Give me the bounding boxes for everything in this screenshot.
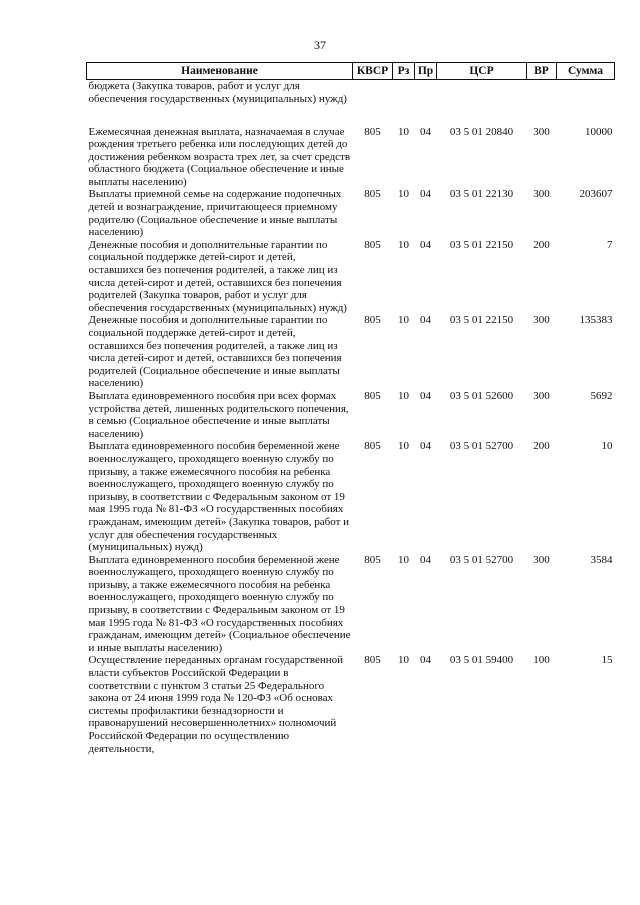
table-row (87, 390, 615, 440)
row-sum: 10000 (585, 125, 613, 138)
table-header-row (87, 63, 615, 80)
row-sum: 135383 (579, 314, 613, 327)
row-name: Выплата единовременного пособия при всех формах устройства детей, лишенных родительского попечения, в семью (Социальное обеспечение и иные выплаты населению) (88, 389, 349, 440)
row-sum: 5692 (590, 389, 613, 402)
row-name: Денежные пособия и дополнительные гарантии по социальной поддержке детей-сирот и детей, оставшихся без попечения родителей, а также лиц из числа детей-сирот и детей, оставшихся без попечения родителей (Закупка товаров, работ и услуг для обеспечения государственных (муниципальных) нужд) (88, 238, 347, 314)
row-pr: 04 (420, 188, 431, 201)
row-csr: 03 5 01 22130 (449, 188, 514, 201)
row-rz: 10 (398, 188, 409, 201)
row-rz: 10 (398, 238, 409, 251)
row-csr: 03 5 01 52700 (449, 440, 514, 453)
row-pr: 04 (420, 440, 431, 453)
table-row (87, 654, 615, 755)
header-pr: Пр (415, 63, 437, 80)
row-rz: 10 (398, 440, 409, 453)
row-sum (557, 80, 615, 126)
header-name: Наименование (87, 63, 353, 80)
row-name: Денежные пособия и дополнительные гарантии по социальной поддержке детей-сирот и детей, оставшихся без попечения родителей, а также лиц из числа детей-сирот и детей, оставшихся без попечения родителей (Социальное обеспечение и иные выплаты населению) (88, 314, 342, 390)
row-kvsr: 805 (364, 238, 381, 251)
row-kvsr: 805 (364, 440, 381, 453)
row-vr: 300 (533, 125, 550, 138)
table-row (87, 126, 615, 189)
row-csr: 03 5 01 52700 (449, 553, 514, 566)
row-sum: 15 (601, 654, 613, 667)
row-name: Выплаты приемной семье на содержание подопечных детей и вознаграждение, причитающееся приемному родителю (Социальное обеспечение и иные выплаты населению) (88, 188, 342, 239)
row-kvsr: 805 (364, 553, 381, 566)
row-vr: 300 (533, 188, 550, 201)
row-rz (393, 80, 415, 126)
row-csr: 03 5 01 22150 (449, 238, 514, 251)
row-pr: 04 (420, 553, 431, 566)
budget-table (86, 62, 615, 755)
table-row (87, 80, 615, 126)
row-vr: 300 (533, 389, 550, 402)
table-row (87, 554, 615, 655)
row-pr: 04 (420, 654, 431, 667)
row-pr (415, 80, 437, 126)
row-rz: 10 (398, 389, 409, 402)
row-rz: 10 (398, 553, 409, 566)
table-row (87, 440, 615, 553)
row-csr: 03 5 01 59400 (449, 654, 514, 667)
row-sum: 10 (601, 440, 613, 453)
row-kvsr: 805 (364, 125, 381, 138)
row-vr: 100 (533, 654, 550, 667)
header-sum: Сумма (557, 63, 615, 80)
row-name: Ежемесячная денежная выплата, назначаемая в случае рождения третьего ребенка или последующих детей до достижения ребенком возраста трех лет, за счет средств областного бюджета (Социальное обеспечение и иные выплаты населению) (88, 125, 351, 188)
row-csr: 03 5 01 20840 (449, 125, 514, 138)
row-kvsr: 805 (364, 188, 381, 201)
row-pr: 04 (420, 238, 431, 251)
row-vr: 300 (533, 553, 550, 566)
row-rz: 10 (398, 314, 409, 327)
row-kvsr (353, 80, 393, 126)
row-kvsr: 805 (364, 314, 381, 327)
row-name: Выплата единовременного пособия беременной жене военнослужащего, проходящего военную службу по призыву, а также ежемесячного пособия на ребенка военнослужащего, проходящего военную службу по призыву, в соответствии с Федеральным законом от 19 мая 1995 года № 81-ФЗ «О государственных пособиях гражданам, имеющим детей» (Закупка товаров, работ и услуг для обеспечения государственных (муниципальных) нужд) (88, 440, 350, 554)
table-row (87, 239, 615, 315)
row-pr: 04 (420, 389, 431, 402)
row-sum: 7 (607, 238, 613, 251)
row-pr: 04 (420, 125, 431, 138)
row-vr: 200 (533, 238, 550, 251)
table-row (87, 188, 615, 238)
row-kvsr: 805 (364, 654, 381, 667)
page-number: 37 (314, 38, 326, 52)
row-sum: 3584 (590, 553, 613, 566)
row-csr: 03 5 01 22150 (449, 314, 514, 327)
row-vr (527, 80, 557, 126)
header-vr: ВР (527, 63, 557, 80)
header-csr: ЦСР (437, 63, 527, 80)
row-name: Осуществление переданных органам государственной власти субъектов Российской Федерации в соответствии с пунктом 3 статьи 25 Федерального закона от 24 июня 1999 года № 120-ФЗ «Об основах системы профилактики безнадзорности и правонарушений несовершеннолетних» полномочий Российской Федерации по осуществлению деятельности, (88, 654, 343, 755)
row-csr (437, 80, 527, 126)
row-rz: 10 (398, 125, 409, 138)
row-rz: 10 (398, 654, 409, 667)
row-csr: 03 5 01 52600 (449, 389, 514, 402)
row-name: бюджета (Закупка товаров, работ и услуг для обеспечения государственных (муниципальных) нужд) (88, 80, 347, 105)
row-name: Выплата единовременного пособия беременной жене военнослужащего, проходящего военную службу по призыву, а также ежемесячного пособия на ребенка военнослужащего, проходящего военную службу по призыву, в соответствии с Федеральным законом от 19 мая 1995 года № 81-ФЗ «О государственных пособиях гражданам, имеющим детей» (Социальное обеспечение и иные выплаты населению) (88, 553, 351, 654)
row-sum: 203607 (579, 188, 613, 201)
row-vr: 300 (533, 314, 550, 327)
row-kvsr: 805 (364, 389, 381, 402)
row-vr: 200 (533, 440, 550, 453)
row-pr: 04 (420, 314, 431, 327)
header-kvsr: КВСР (353, 63, 393, 80)
table-row (87, 314, 615, 390)
header-rz: Рз (393, 63, 415, 80)
